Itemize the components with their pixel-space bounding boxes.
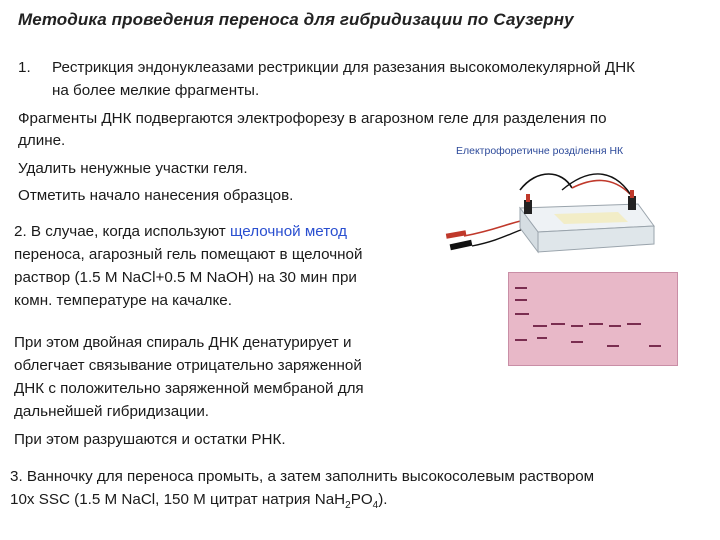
alkaline-method-text: щелочной метод: [229, 223, 347, 240]
gel-band: [515, 339, 527, 341]
gel-band: [571, 325, 583, 327]
gel-band: [571, 341, 583, 343]
step1-line1: Рестрикция эндонуклеазами рестрикции для разезания высокомолекулярной ДНК: [52, 59, 636, 76]
step1-line2: на более мелкие фрагменты.: [52, 82, 260, 99]
gel-image: [508, 272, 678, 366]
gel-band: [515, 299, 527, 301]
gel-band: [609, 325, 621, 327]
gel-band: [551, 323, 565, 325]
gel-band: [649, 345, 661, 347]
gel-band: [537, 337, 547, 339]
gel-band: [627, 323, 641, 325]
step3-line1: 3. Ванночку для переноса промыть, а затем заполнить высокосолевым раствором: [10, 468, 595, 485]
denature-line1: При этом двойная спираль ДНК денатурирует и: [14, 334, 352, 351]
page-title: Методика проведения переноса для гибридизации по Саузерну: [18, 10, 574, 29]
denature-line4: дальнейшей гибридизации.: [14, 403, 210, 420]
gel-band: [515, 287, 527, 289]
step2-line1: [14, 222, 347, 241]
step3-line2: [10, 490, 388, 515]
rna-line: При этом разрушаются и остатки РНК.: [14, 431, 286, 448]
denature-line2: облегчает связывание отрицательно заряженной: [14, 357, 362, 374]
gel-band: [607, 345, 619, 347]
subscript-2: 2: [345, 500, 351, 512]
electrophoresis-apparatus-image: [442, 160, 672, 270]
step2-line1-text: 2. В случае, когда используют: [14, 223, 230, 240]
gel-band: [515, 313, 529, 315]
step2-line4: комн. температуре на качалке.: [14, 292, 232, 309]
step3-line2-text: 10x SSC (1.5 M NaCl, 150 M цитрат натрия NaH: [10, 491, 346, 508]
step2-line3: раствор (1.5 M NaCl+0.5 M NaOH) на 30 мин при: [14, 269, 357, 286]
image-caption: Електрофоретичне розділення НК: [456, 145, 624, 157]
denature-line3: ДНК с положительно заряженной мембраной для: [14, 380, 364, 397]
fragments-line2: длине.: [18, 132, 66, 149]
step1-number: 1.: [18, 59, 31, 76]
mark-line: Отметить начало нанесения образцов.: [18, 187, 294, 204]
step3-po-text: PO: [350, 491, 373, 508]
remove-line: Удалить ненужные участки геля.: [18, 160, 248, 177]
gel-band: [533, 325, 547, 327]
step3-close-text: ).: [378, 491, 388, 508]
fragments-line1: Фрагменты ДНК подвергаются электрофорезу в агарозном геле для разделения по: [18, 110, 607, 127]
subscript-4: 4: [372, 500, 379, 512]
step2-line2: переноса, агарозный гель помещают в щелочной: [14, 246, 363, 263]
gel-band: [589, 323, 603, 325]
